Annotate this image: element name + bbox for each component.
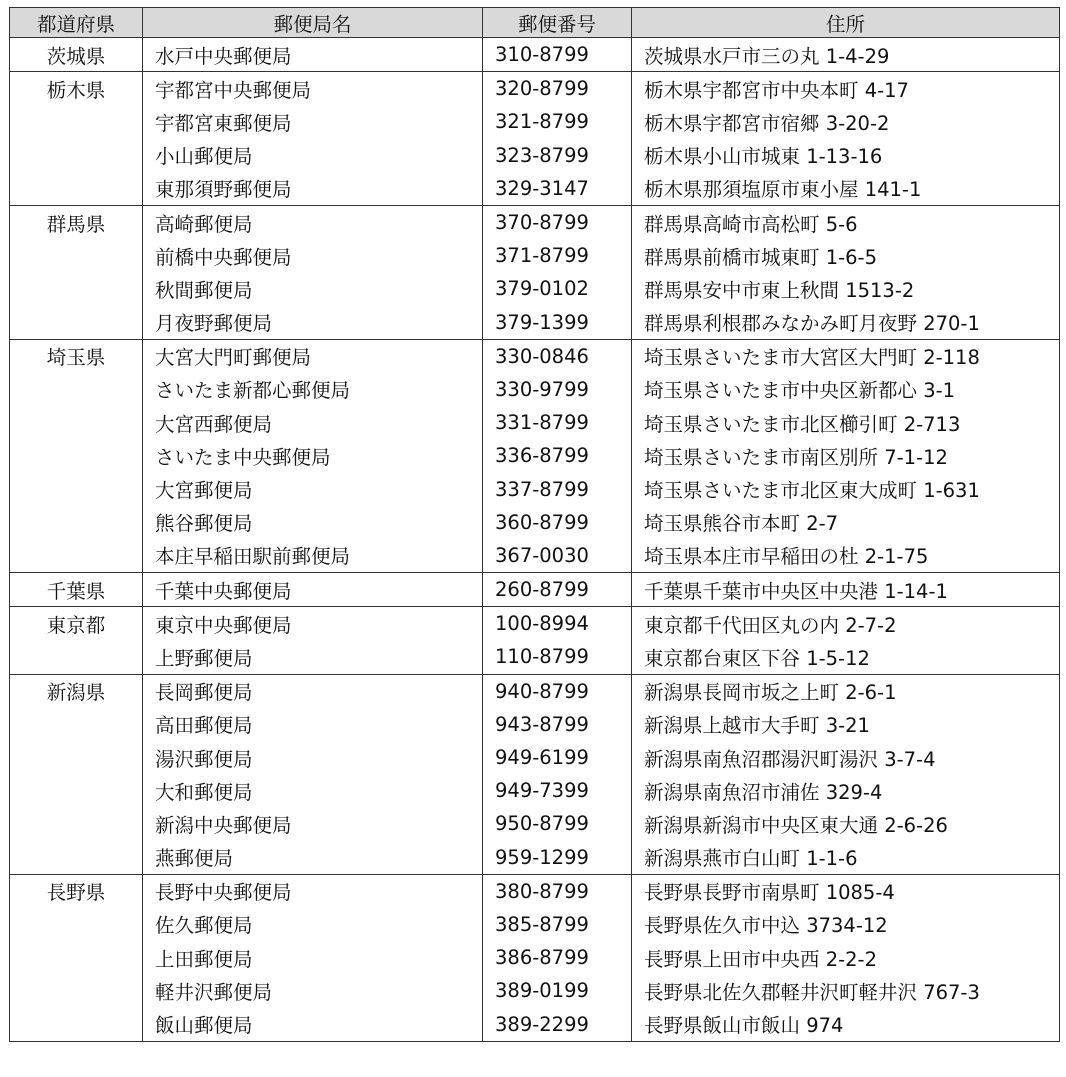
- table-row: [10, 774, 1060, 807]
- office-name-cell: さいたま中央郵便局: [143, 439, 483, 472]
- address-cell: 長野県佐久市中込 3734-12: [632, 908, 1060, 941]
- table-row: [10, 272, 1060, 305]
- postal-code-cell: 329-3147: [483, 172, 632, 206]
- postal-code-cell: 370-8799: [483, 205, 632, 239]
- postal-code-cell: 320-8799: [483, 72, 632, 106]
- postal-code-cell: 389-2299: [483, 1007, 632, 1041]
- postal-code-cell: 943-8799: [483, 708, 632, 741]
- header-postal-code: 郵便番号: [483, 8, 632, 38]
- address-cell: 埼玉県さいたま市北区東大成町 1-631: [632, 472, 1060, 505]
- postal-code-cell: 321-8799: [483, 105, 632, 138]
- table-row: [10, 38, 1060, 72]
- postal-code-cell: 260-8799: [483, 573, 632, 607]
- office-name-cell: 湯沢郵便局: [143, 741, 483, 774]
- address-cell: 新潟県南魚沼市浦佐 329-4: [632, 774, 1060, 807]
- address-cell: 埼玉県本庄市早稲田の杜 2-1-75: [632, 539, 1060, 573]
- table-row: [10, 539, 1060, 573]
- table-header: [10, 8, 1060, 38]
- table-row: [10, 406, 1060, 439]
- office-name-cell: 大宮西郵便局: [143, 406, 483, 439]
- table-row: [10, 607, 1060, 641]
- table-row: [10, 439, 1060, 472]
- office-name-cell: 秋間郵便局: [143, 272, 483, 305]
- postal-code-cell: 100-8994: [483, 607, 632, 641]
- office-name-cell: 燕郵便局: [143, 841, 483, 875]
- table-row: [10, 807, 1060, 840]
- prefecture-cell: [10, 172, 143, 206]
- office-name-cell: 東那須野郵便局: [143, 172, 483, 206]
- office-name-cell: 前橋中央郵便局: [143, 239, 483, 272]
- office-name-cell: 千葉中央郵便局: [143, 573, 483, 607]
- address-cell: 栃木県小山市城東 1-13-16: [632, 139, 1060, 172]
- address-cell: 新潟県長岡市坂之上町 2-6-1: [632, 674, 1060, 708]
- prefecture-cell: [10, 774, 143, 807]
- address-cell: 長野県長野市南県町 1085-4: [632, 874, 1060, 908]
- table-row: [10, 1007, 1060, 1041]
- office-name-cell: 月夜野郵便局: [143, 306, 483, 340]
- postal-code-cell: 385-8799: [483, 908, 632, 941]
- address-cell: 埼玉県熊谷市本町 2-7: [632, 506, 1060, 539]
- office-name-cell: 大宮大門町郵便局: [143, 339, 483, 373]
- prefecture-cell: [10, 807, 143, 840]
- prefecture-cell: 長野県: [10, 874, 143, 908]
- address-cell: 群馬県高崎市高松町 5-6: [632, 205, 1060, 239]
- office-name-cell: 大和郵便局: [143, 774, 483, 807]
- postal-code-cell: 389-0199: [483, 974, 632, 1007]
- prefecture-cell: [10, 439, 143, 472]
- address-cell: 新潟県新潟市中央区東大通 2-6-26: [632, 807, 1060, 840]
- postal-code-cell: 949-6199: [483, 741, 632, 774]
- address-cell: 群馬県前橋市城東町 1-6-5: [632, 239, 1060, 272]
- office-name-cell: 熊谷郵便局: [143, 506, 483, 539]
- prefecture-cell: [10, 708, 143, 741]
- address-cell: 埼玉県さいたま市大宮区大門町 2-118: [632, 339, 1060, 373]
- office-name-cell: 東京中央郵便局: [143, 607, 483, 641]
- table-body: [10, 38, 1060, 1042]
- table-row: [10, 105, 1060, 138]
- table-row: [10, 506, 1060, 539]
- table-row: [10, 908, 1060, 941]
- office-name-cell: 高崎郵便局: [143, 205, 483, 239]
- office-name-cell: 宇都宮東郵便局: [143, 105, 483, 138]
- table-row: [10, 139, 1060, 172]
- office-name-cell: 大宮郵便局: [143, 472, 483, 505]
- office-name-cell: 長岡郵便局: [143, 674, 483, 708]
- address-cell: 栃木県宇都宮市宿郷 3-20-2: [632, 105, 1060, 138]
- prefecture-cell: [10, 908, 143, 941]
- prefecture-cell: [10, 1007, 143, 1041]
- postal-code-cell: 110-8799: [483, 640, 632, 674]
- office-name-cell: さいたま新都心郵便局: [143, 373, 483, 406]
- postal-code-cell: 949-7399: [483, 774, 632, 807]
- table-row: [10, 205, 1060, 239]
- address-cell: 埼玉県さいたま市北区櫛引町 2-713: [632, 406, 1060, 439]
- header-address: 住所: [632, 8, 1060, 38]
- address-cell: 東京都台東区下谷 1-5-12: [632, 640, 1060, 674]
- prefecture-cell: 千葉県: [10, 573, 143, 607]
- header-row: [10, 8, 1060, 38]
- table-row: [10, 874, 1060, 908]
- office-name-cell: 上野郵便局: [143, 640, 483, 674]
- prefecture-cell: [10, 406, 143, 439]
- table-row: [10, 573, 1060, 607]
- table-row: [10, 339, 1060, 373]
- office-name-cell: 小山郵便局: [143, 139, 483, 172]
- table-row: [10, 239, 1060, 272]
- prefecture-cell: 埼玉県: [10, 339, 143, 373]
- postal-code-cell: 336-8799: [483, 439, 632, 472]
- table-row: [10, 640, 1060, 674]
- prefecture-cell: [10, 373, 143, 406]
- prefecture-cell: [10, 841, 143, 875]
- post-office-table: [9, 7, 1060, 1042]
- postal-code-cell: 330-9799: [483, 373, 632, 406]
- postal-code-cell: 959-1299: [483, 841, 632, 875]
- office-name-cell: 本庄早稲田駅前郵便局: [143, 539, 483, 573]
- postal-code-cell: 940-8799: [483, 674, 632, 708]
- prefecture-cell: [10, 640, 143, 674]
- header-office-name: 郵便局名: [143, 8, 483, 38]
- address-cell: 新潟県上越市大手町 3-21: [632, 708, 1060, 741]
- table-row: [10, 941, 1060, 974]
- prefecture-cell: [10, 306, 143, 340]
- prefecture-cell: [10, 472, 143, 505]
- table-row: [10, 708, 1060, 741]
- prefecture-cell: [10, 239, 143, 272]
- header-prefecture: 都道府県: [10, 8, 143, 38]
- postal-code-cell: 379-1399: [483, 306, 632, 340]
- prefecture-cell: [10, 105, 143, 138]
- address-cell: 長野県飯山市飯山 974: [632, 1007, 1060, 1041]
- address-cell: 千葉県千葉市中央区中央港 1-14-1: [632, 573, 1060, 607]
- prefecture-cell: 栃木県: [10, 72, 143, 106]
- postal-code-cell: 360-8799: [483, 506, 632, 539]
- postal-code-cell: 379-0102: [483, 272, 632, 305]
- postal-code-cell: 386-8799: [483, 941, 632, 974]
- prefecture-cell: 東京都: [10, 607, 143, 641]
- postal-code-cell: 367-0030: [483, 539, 632, 573]
- office-name-cell: 高田郵便局: [143, 708, 483, 741]
- office-name-cell: 飯山郵便局: [143, 1007, 483, 1041]
- postal-code-cell: 323-8799: [483, 139, 632, 172]
- address-cell: 新潟県燕市白山町 1-1-6: [632, 841, 1060, 875]
- prefecture-cell: [10, 506, 143, 539]
- address-cell: 栃木県宇都宮市中央本町 4-17: [632, 72, 1060, 106]
- prefecture-cell: [10, 974, 143, 1007]
- table-row: [10, 306, 1060, 340]
- office-name-cell: 水戸中央郵便局: [143, 38, 483, 72]
- postal-code-cell: 950-8799: [483, 807, 632, 840]
- table-row: [10, 172, 1060, 206]
- table-row: [10, 472, 1060, 505]
- address-cell: 群馬県利根郡みなかみ町月夜野 270-1: [632, 306, 1060, 340]
- prefecture-cell: 茨城県: [10, 38, 143, 72]
- table-row: [10, 841, 1060, 875]
- prefecture-cell: 新潟県: [10, 674, 143, 708]
- postal-code-cell: 371-8799: [483, 239, 632, 272]
- office-name-cell: 佐久郵便局: [143, 908, 483, 941]
- office-name-cell: 宇都宮中央郵便局: [143, 72, 483, 106]
- address-cell: 新潟県南魚沼郡湯沢町湯沢 3-7-4: [632, 741, 1060, 774]
- table-row: [10, 674, 1060, 708]
- address-cell: 埼玉県さいたま市南区別所 7-1-12: [632, 439, 1060, 472]
- table-row: [10, 373, 1060, 406]
- table-row: [10, 974, 1060, 1007]
- address-cell: 東京都千代田区丸の内 2-7-2: [632, 607, 1060, 641]
- postal-code-cell: 331-8799: [483, 406, 632, 439]
- prefecture-cell: 群馬県: [10, 205, 143, 239]
- postal-code-cell: 380-8799: [483, 874, 632, 908]
- postal-code-cell: 310-8799: [483, 38, 632, 72]
- prefecture-cell: [10, 941, 143, 974]
- address-cell: 長野県上田市中央西 2-2-2: [632, 941, 1060, 974]
- address-cell: 群馬県安中市東上秋間 1513-2: [632, 272, 1060, 305]
- office-name-cell: 軽井沢郵便局: [143, 974, 483, 1007]
- office-name-cell: 新潟中央郵便局: [143, 807, 483, 840]
- prefecture-cell: [10, 741, 143, 774]
- postal-code-cell: 330-0846: [483, 339, 632, 373]
- address-cell: 栃木県那須塩原市東小屋 141-1: [632, 172, 1060, 206]
- address-cell: 埼玉県さいたま市中央区新都心 3-1: [632, 373, 1060, 406]
- table-row: [10, 72, 1060, 106]
- postal-code-cell: 337-8799: [483, 472, 632, 505]
- office-name-cell: 上田郵便局: [143, 941, 483, 974]
- prefecture-cell: [10, 272, 143, 305]
- table-row: [10, 741, 1060, 774]
- address-cell: 長野県北佐久郡軽井沢町軽井沢 767-3: [632, 974, 1060, 1007]
- prefecture-cell: [10, 539, 143, 573]
- prefecture-cell: [10, 139, 143, 172]
- address-cell: 茨城県水戸市三の丸 1-4-29: [632, 38, 1060, 72]
- office-name-cell: 長野中央郵便局: [143, 874, 483, 908]
